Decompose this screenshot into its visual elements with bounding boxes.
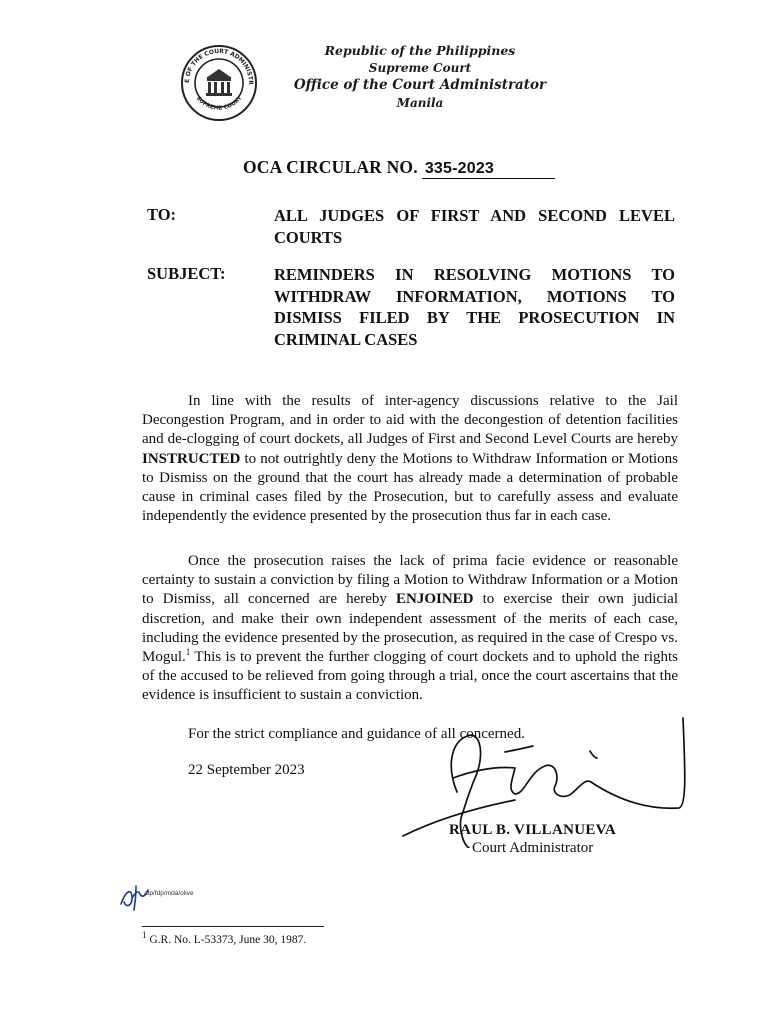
seal-ring-top: E OF THE COURT ADMINISTR: [183, 47, 255, 85]
p2-text-a: Once the prosecution raises the lack of prima facie evidence or reasonable certainty to sustain a conviction by filing a Motion to Withdraw Information or a Motion to Dismiss, all concerned are hereby: [142, 553, 678, 608]
circular-number: 335-2023: [422, 160, 555, 179]
p1-text-c: to not outrightly deny the Motions to Withdraw Information or Motions to Dismiss on the ground that the court has already made a determination of probable cause in criminal cases filed by the Prosecution, but to carefully assess and evaluate independently the evidence presented by the prosecution thus far in each case.: [142, 450, 678, 525]
document-date: 22 September 2023: [188, 762, 305, 778]
svg-text:SUPREME COURT: [195, 95, 244, 111]
p2-text-d: This is to prevent the further clogging of court dockets and to uphold the rights of the accused to be relieved from going through a trial, once the court ascertains that the evidence is insufficient to sustain a conviction.: [142, 649, 678, 704]
file-reference: atp/fdp/mda/olive: [144, 890, 194, 897]
header-office: Office of the Court Administrator: [293, 77, 547, 93]
footnote-number: 1: [142, 930, 147, 941]
footnote-divider: [142, 926, 324, 927]
p1-instructed: INSTRUCTED: [142, 450, 241, 467]
to-value: ALL JUDGES OF FIRST AND SECOND LEVEL COURTS: [274, 206, 675, 247]
compliance-line: For the strict compliance and guidance of all concerned.: [188, 726, 525, 742]
header-republic: Republic of the Philippines: [324, 43, 516, 58]
subject-label: SUBJECT:: [147, 264, 226, 283]
p2-enjoined: ENJOINED: [395, 591, 474, 608]
p2-text-c: to exercise their own judicial discretion, and make their own independent assessment of the merits of each case, including the evidence presented by the prosecution, as required in the case of Crespo vs. Mogul.: [142, 591, 678, 666]
header-city: Manila: [396, 96, 444, 110]
signatory-title: Court Administrator: [472, 840, 594, 856]
subject-value: REMINDERS IN RESOLVING MOTIONS TO WITHDRAW INFORMATION, MOTIONS TO DISMISS FILED BY THE PROSECUTION IN CRIMINAL CASES: [274, 265, 675, 349]
oca-seal-logo: [180, 44, 258, 122]
signatory-name: RAUL B. VILLANUEVA: [449, 822, 616, 838]
initials-mark: [118, 882, 154, 912]
body-paragraph-2: [142, 552, 678, 706]
footnote: [142, 930, 307, 946]
p1-text-a: In line with the results of inter-agency discussions relative to the Jail Decongestion Program, and in order to aid with the decongestion of detention facilities and de-clogging of court dockets, all Judges of First and Second Level Courts are hereby: [142, 393, 678, 448]
header-supreme-court: Supreme Court: [368, 61, 472, 75]
body-paragraph-1: [142, 392, 678, 526]
circular-title: [243, 157, 555, 179]
footnote-ref: 1: [185, 647, 191, 658]
circular-label: OCA CIRCULAR NO.: [243, 157, 418, 177]
footnote-text: G.R. No. L-53373, June 30, 1987.: [146, 934, 307, 946]
to-label: TO:: [147, 205, 177, 224]
seal-ring-bottom: SUPREME COURT: [194, 95, 244, 112]
